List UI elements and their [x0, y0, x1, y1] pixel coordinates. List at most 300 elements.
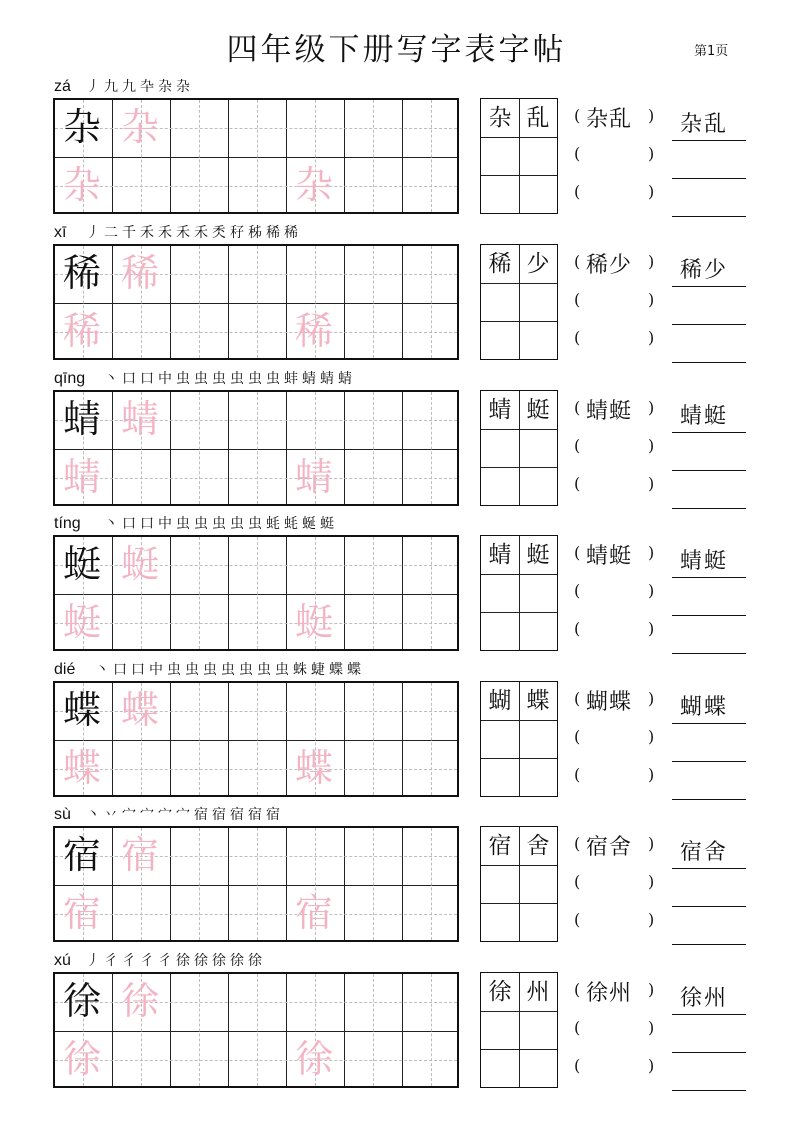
guide-line: [55, 1060, 457, 1061]
word-character: 少: [526, 251, 550, 277]
trace-character: 蜻: [294, 455, 333, 499]
open-paren: (: [574, 765, 581, 784]
grid-line: [344, 246, 345, 358]
stroke-step: 口: [113, 662, 128, 678]
stroke-step: 宿: [248, 807, 263, 823]
pinyin-label: xī: [54, 224, 67, 241]
practice-row: [0, 224, 793, 369]
grid-line: [55, 449, 457, 450]
word-character: 乱: [526, 105, 550, 131]
stroke-step: 蝶: [329, 662, 344, 678]
stroke-step: 虫: [167, 662, 182, 678]
grid-line: [402, 392, 403, 504]
stroke-step: 蜻: [320, 371, 335, 387]
word-practice-box: [480, 972, 558, 1088]
writing-line[interactable]: [672, 180, 746, 217]
stroke-step: 虫: [230, 516, 245, 532]
grid-line: [481, 467, 557, 468]
tracing-grid: [53, 681, 459, 797]
word-model: 蜻蜓: [680, 404, 729, 429]
stroke-step: 禾: [176, 225, 191, 241]
guide-line: [373, 683, 374, 795]
stroke-step: 虫: [221, 662, 236, 678]
tracing-grid: [53, 826, 459, 942]
practice-row: [0, 661, 793, 806]
open-paren: (: [574, 106, 581, 125]
stroke-step: 宿: [212, 807, 227, 823]
grid-line: [55, 157, 457, 158]
stroke-order: [86, 952, 266, 970]
grid-line: [170, 100, 171, 212]
guide-line: [55, 623, 457, 624]
model-character: 杂: [62, 105, 101, 149]
guide-line: [55, 769, 457, 770]
writing-line[interactable]: [672, 1016, 746, 1053]
trace-character: 蝶: [62, 746, 101, 790]
word-example: 宿舍: [586, 835, 633, 860]
close-paren: ): [648, 144, 655, 163]
word-character: 舍: [526, 833, 550, 859]
close-paren: ): [648, 765, 655, 784]
stroke-step: 中: [149, 662, 164, 678]
writing-line[interactable]: [672, 870, 746, 907]
guide-line: [431, 246, 432, 358]
tracing-grid: [53, 535, 459, 651]
writing-line: [672, 396, 746, 433]
guide-line: [199, 100, 200, 212]
grid-line: [481, 1049, 557, 1050]
close-paren: ): [648, 872, 655, 891]
guide-line: [373, 392, 374, 504]
grid-line: [228, 392, 229, 504]
stroke-step: 杂: [176, 79, 191, 95]
guide-line: [199, 392, 200, 504]
writing-line[interactable]: [672, 1054, 746, 1091]
stroke-step: 宀: [140, 807, 155, 823]
grid-line: [55, 885, 457, 886]
grid-line: [481, 865, 557, 866]
grid-line: [228, 974, 229, 1086]
grid-line: [344, 100, 345, 212]
close-paren: ): [648, 910, 655, 929]
guide-line: [373, 246, 374, 358]
guide-line: [431, 828, 432, 940]
word-practice-box: [480, 390, 558, 506]
stroke-step: 丶: [95, 662, 110, 678]
stroke-step: 彳: [104, 953, 119, 969]
stroke-order: [86, 806, 284, 824]
word-parentheses: [574, 1018, 654, 1054]
word-example: 杂乱: [586, 107, 633, 132]
stroke-step: 蛛: [293, 662, 308, 678]
close-paren: ): [648, 182, 655, 201]
stroke-step: 丿: [86, 79, 101, 95]
stroke-step: 宀: [122, 807, 137, 823]
open-paren: (: [574, 834, 581, 853]
grid-line: [170, 974, 171, 1086]
word-example: 蜻蜓: [586, 399, 633, 424]
guide-line: [199, 974, 200, 1086]
pinyin-label: xú: [54, 952, 71, 969]
trace-character: 宿: [120, 833, 159, 877]
stroke-step: 九: [104, 79, 119, 95]
practice-row: [0, 952, 793, 1097]
word-example: 蝴蝶: [586, 690, 633, 715]
trace-character: 稀: [62, 309, 101, 353]
grid-line: [402, 100, 403, 212]
stroke-step: 徐: [248, 953, 263, 969]
guide-line: [55, 332, 457, 333]
writing-line: [672, 832, 746, 869]
stroke-step: 宿: [194, 807, 209, 823]
word-model: 杂乱: [680, 112, 729, 137]
close-paren: ): [648, 106, 655, 125]
grid-line: [55, 1031, 457, 1032]
grid-line: [228, 828, 229, 940]
close-paren: ): [648, 1018, 655, 1037]
trace-character: 蜓: [120, 542, 159, 586]
writing-line[interactable]: [672, 288, 746, 325]
stroke-step: 蜓: [320, 516, 335, 532]
pinyin-label: dié: [54, 661, 76, 678]
word-parentheses: [574, 689, 654, 725]
guide-line: [431, 392, 432, 504]
open-paren: (: [574, 543, 581, 562]
word-character: 州: [526, 979, 550, 1005]
grid-line: [170, 246, 171, 358]
stroke-step: 虫: [203, 662, 218, 678]
grid-line: [170, 392, 171, 504]
writing-line[interactable]: [672, 142, 746, 179]
word-practice-box: [480, 826, 558, 942]
grid-line: [344, 683, 345, 795]
word-model: 徐州: [680, 986, 729, 1011]
practice-row: [0, 370, 793, 515]
stroke-step: 虫: [194, 516, 209, 532]
stroke-step: 虫: [239, 662, 254, 678]
grid-line: [481, 283, 557, 284]
guide-line: [257, 392, 258, 504]
stroke-step: 蜻: [338, 371, 353, 387]
word-example: 徐州: [586, 981, 633, 1006]
stroke-order: [104, 515, 338, 533]
stroke-step: 虫: [212, 371, 227, 387]
grid-line: [481, 137, 557, 138]
word-parentheses: [574, 910, 654, 946]
guide-line: [199, 246, 200, 358]
stroke-step: 虫: [257, 662, 272, 678]
stroke-step: 蜻: [302, 371, 317, 387]
word-model: 稀少: [680, 258, 729, 283]
grid-line: [481, 758, 557, 759]
stroke-step: 秂: [212, 225, 227, 241]
stroke-step: 口: [140, 371, 155, 387]
stroke-step: 虫: [266, 371, 281, 387]
tracing-grid: [53, 972, 459, 1088]
model-character: 徐: [62, 979, 101, 1023]
trace-character: 稀: [294, 309, 333, 353]
open-paren: (: [574, 252, 581, 271]
open-paren: (: [574, 144, 581, 163]
grid-line: [55, 303, 457, 304]
word-character: 蜻: [488, 397, 512, 423]
stroke-step: 口: [140, 516, 155, 532]
trace-character: 蝶: [294, 746, 333, 790]
open-paren: (: [574, 619, 581, 638]
model-character: 稀: [62, 251, 101, 295]
grid-line: [344, 392, 345, 504]
trace-character: 蜓: [294, 600, 333, 644]
close-paren: ): [648, 619, 655, 638]
grid-line: [481, 720, 557, 721]
open-paren: (: [574, 328, 581, 347]
stroke-step: 蜨: [311, 662, 326, 678]
writing-line[interactable]: [672, 725, 746, 762]
grid-line: [481, 903, 557, 904]
word-parentheses: [574, 182, 654, 218]
guide-line: [199, 683, 200, 795]
pinyin-label: qīng: [54, 370, 86, 387]
stroke-step: 中: [158, 516, 173, 532]
grid-line: [402, 246, 403, 358]
pinyin-label: sù: [54, 806, 71, 823]
stroke-step: 中: [158, 371, 173, 387]
grid-line: [481, 429, 557, 430]
model-character: 蜻: [62, 397, 101, 441]
pinyin-label: tíng: [54, 515, 81, 532]
guide-line: [257, 683, 258, 795]
grid-line: [170, 683, 171, 795]
close-paren: ): [648, 689, 655, 708]
close-paren: ): [648, 980, 655, 999]
stroke-step: 徐: [176, 953, 191, 969]
word-character: 蜓: [526, 397, 550, 423]
close-paren: ): [648, 834, 655, 853]
model-character: 蝶: [62, 688, 101, 732]
grid-line: [228, 683, 229, 795]
stroke-step: 丶: [104, 371, 119, 387]
word-character: 蜓: [526, 542, 550, 568]
stroke-step: 虫: [230, 371, 245, 387]
stroke-step: 虫: [185, 662, 200, 678]
writing-line: [672, 687, 746, 724]
stroke-step: 宀: [176, 807, 191, 823]
stroke-step: 虫: [194, 371, 209, 387]
word-parentheses: [574, 980, 654, 1016]
tracing-grid: [53, 98, 459, 214]
model-character: 蜓: [62, 542, 101, 586]
word-parentheses: [574, 765, 654, 801]
grid-line: [481, 612, 557, 613]
grid-line: [170, 828, 171, 940]
word-character: 徐: [488, 979, 512, 1005]
trace-character: 杂: [294, 163, 333, 207]
grid-line: [344, 537, 345, 649]
stroke-step: 禾: [194, 225, 209, 241]
stroke-step: 宿: [230, 807, 245, 823]
grid-line: [228, 537, 229, 649]
close-paren: ): [648, 543, 655, 562]
word-character: 蝴: [488, 688, 512, 714]
practice-row: [0, 78, 793, 223]
stroke-step: 蚝: [284, 516, 299, 532]
stroke-step: 蚌: [284, 371, 299, 387]
grid-line: [481, 321, 557, 322]
stroke-order: [104, 370, 356, 388]
open-paren: (: [574, 1018, 581, 1037]
stroke-step: 丶: [86, 807, 101, 823]
stroke-step: 二: [104, 225, 119, 241]
word-model: 蜻蜓: [680, 549, 729, 574]
word-practice-box: [480, 98, 558, 214]
word-parentheses: [574, 474, 654, 510]
stroke-step: 秭: [248, 225, 263, 241]
close-paren: ): [648, 398, 655, 417]
trace-character: 徐: [120, 979, 159, 1023]
word-parentheses: [574, 252, 654, 288]
guide-line: [257, 246, 258, 358]
close-paren: ): [648, 1056, 655, 1075]
word-parentheses: [574, 106, 654, 142]
stroke-step: 虫: [248, 371, 263, 387]
grid-line: [481, 175, 557, 176]
pinyin-label: zá: [54, 78, 71, 95]
word-parentheses: [574, 144, 654, 180]
stroke-order: [86, 78, 194, 96]
word-parentheses: [574, 727, 654, 763]
open-paren: (: [574, 398, 581, 417]
guide-line: [431, 974, 432, 1086]
grid-line: [344, 828, 345, 940]
word-parentheses: [574, 398, 654, 434]
close-paren: ): [648, 436, 655, 455]
word-character: 蜻: [488, 542, 512, 568]
stroke-step: 虫: [275, 662, 290, 678]
open-paren: (: [574, 910, 581, 929]
stroke-step: 丿: [86, 953, 101, 969]
writing-line[interactable]: [672, 763, 746, 800]
writing-line[interactable]: [672, 434, 746, 471]
grid-line: [402, 828, 403, 940]
writing-line[interactable]: [672, 617, 746, 654]
grid-line: [55, 740, 457, 741]
stroke-step: 稀: [284, 225, 299, 241]
guide-line: [199, 828, 200, 940]
close-paren: ): [648, 290, 655, 309]
trace-character: 杂: [62, 163, 101, 207]
stroke-step: 徐: [212, 953, 227, 969]
word-practice-box: [480, 681, 558, 797]
stroke-step: 彳: [140, 953, 155, 969]
grid-line: [481, 574, 557, 575]
stroke-step: 丿: [86, 225, 101, 241]
guide-line: [431, 100, 432, 212]
guide-line: [55, 914, 457, 915]
guide-line: [431, 537, 432, 649]
tracing-grid: [53, 390, 459, 506]
word-parentheses: [574, 1056, 654, 1092]
stroke-step: 彳: [122, 953, 137, 969]
stroke-step: 蝶: [347, 662, 362, 678]
stroke-step: 千: [122, 225, 137, 241]
trace-character: 蜓: [62, 600, 101, 644]
stroke-step: 蚝: [266, 516, 281, 532]
trace-character: 稀: [120, 251, 159, 295]
grid-line: [228, 100, 229, 212]
trace-character: 蜻: [62, 455, 101, 499]
open-paren: (: [574, 182, 581, 201]
trace-character: 蜻: [120, 397, 159, 441]
guide-line: [257, 974, 258, 1086]
word-parentheses: [574, 543, 654, 579]
grid-line: [55, 594, 457, 595]
word-parentheses: [574, 290, 654, 326]
close-paren: ): [648, 581, 655, 600]
word-parentheses: [574, 619, 654, 655]
guide-line: [373, 537, 374, 649]
stroke-step: 徐: [230, 953, 245, 969]
word-parentheses: [574, 834, 654, 870]
writing-line[interactable]: [672, 908, 746, 945]
word-character: 宿: [488, 833, 512, 859]
stroke-step: 虫: [212, 516, 227, 532]
open-paren: (: [574, 581, 581, 600]
grid-line: [228, 246, 229, 358]
writing-line[interactable]: [672, 579, 746, 616]
guide-line: [257, 100, 258, 212]
stroke-step: 稀: [266, 225, 281, 241]
guide-line: [257, 828, 258, 940]
guide-line: [373, 100, 374, 212]
open-paren: (: [574, 872, 581, 891]
word-model: 蝴蝶: [680, 695, 729, 720]
stroke-step: 口: [122, 516, 137, 532]
grid-line: [402, 683, 403, 795]
stroke-step: 丷: [104, 807, 119, 823]
stroke-step: 宀: [158, 807, 173, 823]
stroke-step: 虫: [176, 371, 191, 387]
stroke-step: 口: [131, 662, 146, 678]
stroke-order: [95, 661, 365, 679]
writing-line: [672, 978, 746, 1015]
stroke-order: [86, 224, 302, 242]
stroke-step: 虫: [176, 516, 191, 532]
word-parentheses: [574, 872, 654, 908]
stroke-step: 口: [122, 371, 137, 387]
grid-line: [402, 974, 403, 1086]
word-character: 蝶: [526, 688, 550, 714]
guide-line: [373, 974, 374, 1086]
word-parentheses: [574, 436, 654, 472]
open-paren: (: [574, 1056, 581, 1075]
open-paren: (: [574, 689, 581, 708]
grid-line: [344, 974, 345, 1086]
page-title: 四年级下册写字表字帖: [226, 32, 567, 68]
writing-line[interactable]: [672, 326, 746, 363]
stroke-step: 九: [122, 79, 137, 95]
trace-character: 宿: [62, 891, 101, 935]
practice-row: [0, 806, 793, 951]
tracing-grid: [53, 244, 459, 360]
stroke-step: 杂: [158, 79, 173, 95]
guide-line: [199, 537, 200, 649]
stroke-step: 徐: [194, 953, 209, 969]
close-paren: ): [648, 252, 655, 271]
writing-line: [672, 541, 746, 578]
stroke-step: 丶: [104, 516, 119, 532]
writing-line[interactable]: [672, 472, 746, 509]
stroke-step: 禾: [140, 225, 155, 241]
